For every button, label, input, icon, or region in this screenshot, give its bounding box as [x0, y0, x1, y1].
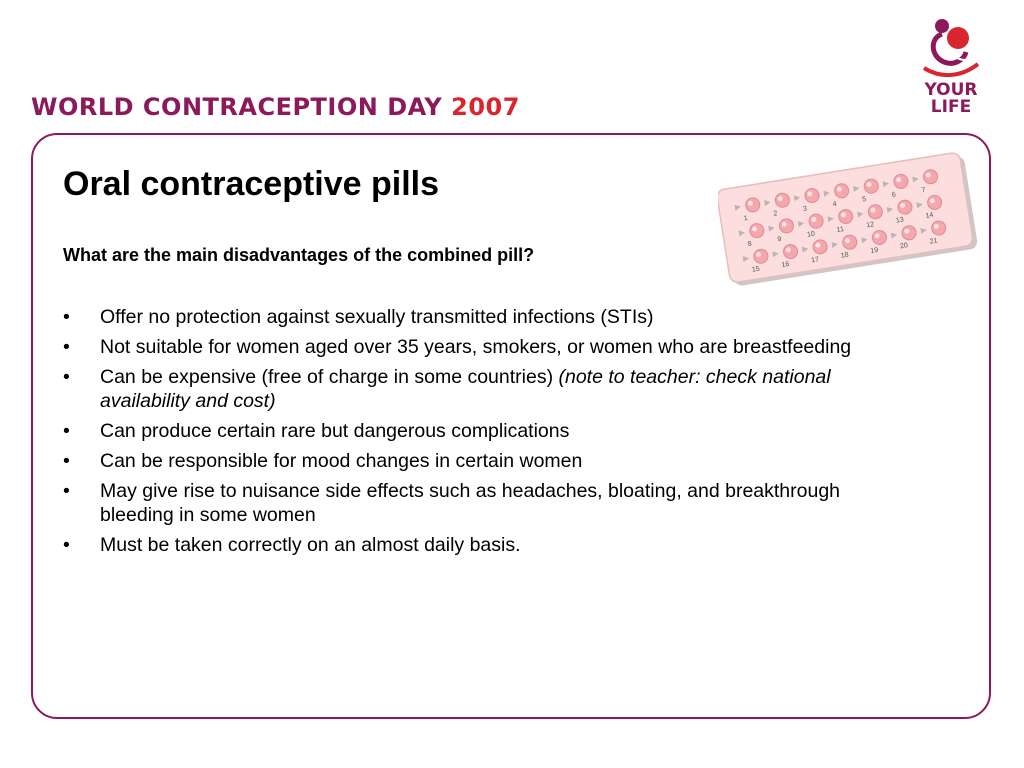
bullet-text: May give rise to nuisance side effects such as headaches, bloating, and breakthrough bleeding in some women [100, 480, 841, 526]
logo-line-1: YOUR [924, 80, 978, 100]
bullet-marker: • [63, 306, 70, 328]
bullet-marker: • [63, 336, 70, 358]
bullet-marker: • [63, 534, 70, 556]
pill-day-label: 11 [836, 225, 845, 235]
slide-title: Oral contraceptive pills [63, 165, 440, 203]
pill-pack-image [718, 150, 980, 286]
pill-day-label: 20 [899, 242, 909, 251]
bullet-text: Can produce certain rare but dangerous complications [100, 420, 570, 442]
bullet-text: Can be responsible for mood changes in certain women [100, 450, 583, 472]
your-life-logo [920, 16, 982, 124]
bullet-text: Offer no protection against sexually transmitted infections (STIs) [100, 306, 654, 328]
bullet-marker: • [63, 450, 70, 472]
bullet-item [63, 335, 883, 359]
event-title [31, 93, 520, 121]
bullet-marker: • [63, 366, 70, 388]
bullet-item [63, 419, 883, 443]
couple-heart-icon [920, 16, 982, 82]
pill-day-label: 3 [802, 205, 808, 214]
pill-day-label: 16 [781, 260, 790, 270]
pill-day-label: 19 [869, 246, 879, 256]
bullet-text: Can be expensive (free of charge in some countries) [100, 366, 559, 388]
bullet-item [63, 305, 883, 329]
pill-day-label: 10 [806, 230, 816, 239]
bullet-text: Must be taken correctly on an almost daily basis. [100, 534, 521, 556]
pill-day-label: 5 [861, 196, 867, 204]
pill-day-label: 18 [840, 251, 850, 260]
event-year: 2007 [451, 93, 520, 121]
bullet-marker: • [63, 420, 70, 442]
disadvantages-list [63, 305, 883, 563]
bullet-item [63, 479, 883, 527]
pill-day-label: 6 [891, 191, 897, 199]
pill-day-label: 7 [921, 186, 927, 195]
pill-day-label: 8 [747, 240, 753, 249]
logo-line-2: LIFE [930, 97, 972, 117]
slide-subtitle: What are the main disadvantages of the combined pill? [63, 245, 535, 265]
bullet-item [63, 365, 883, 413]
bullet-text: Not suitable for women aged over 35 years, smokers, or women who are breastfeeding [100, 336, 852, 358]
pill-day-label: 17 [810, 256, 820, 265]
pill-day-label: 1 [743, 214, 749, 223]
pill-day-label: 12 [865, 221, 875, 230]
bullet-marker: • [63, 480, 70, 502]
bullet-item [63, 449, 883, 473]
pill-day-label: 14 [925, 211, 934, 220]
pill-day-label: 9 [777, 235, 782, 244]
teacher-note: (note to teacher: check national availability and cost) [100, 366, 831, 412]
pill-day-label: 15 [751, 265, 761, 274]
pill-day-label: 2 [772, 210, 778, 218]
pill-day-label: 21 [929, 237, 939, 246]
pill-day-label: 13 [895, 216, 905, 225]
bullet-item [63, 533, 883, 557]
pill-day-label: 4 [832, 200, 838, 209]
event-title-text: WORLD CONTRACEPTION DAY [31, 93, 443, 121]
logo-text [920, 82, 982, 116]
